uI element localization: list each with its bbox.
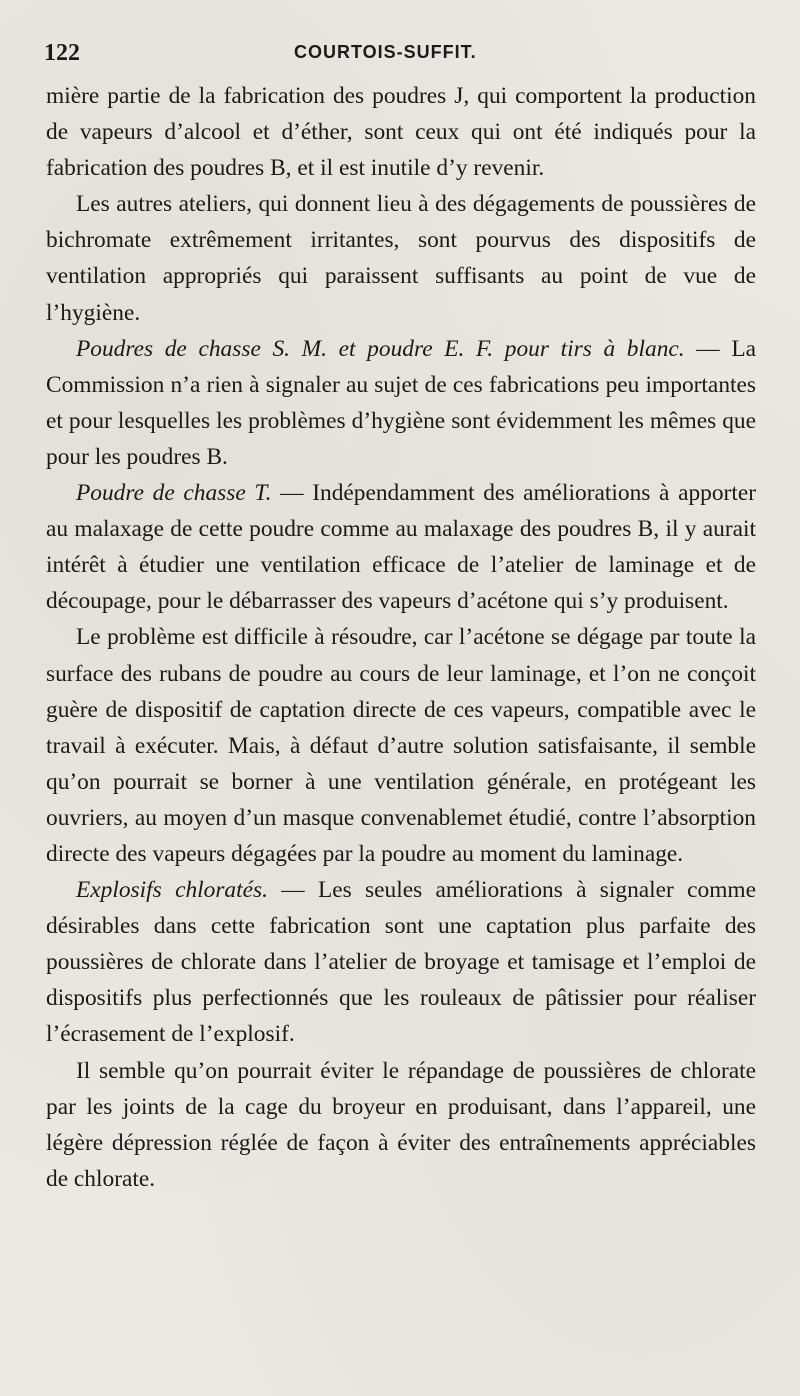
section-heading: Poudres de chasse S. M. et poudre E. F. pour tirs à blanc. <box>76 335 685 362</box>
body-text <box>46 78 756 1197</box>
paragraph-text: Le problème est difficile à résoudre, car l’acétone se dégage par toute la surface des rubans de poudre au cours de leur laminage, et l’on ne conçoit guère de dispositif de captation directe de ces vapeurs, compatible avec le travail à exécuter. Mais, à défaut d’autre solution satisfaisante, il semble qu’on pourrait se borner à une ventilation générale, en protégeant les ouvriers, au moyen d’un masque convenablemet étudié, contre l’absorption directe des vapeurs dégagées par la poudre au moment du laminage. <box>46 624 756 867</box>
paragraph-poudres-chasse-sm <box>46 331 756 475</box>
paragraph-text: — La Commission n’a rien à signaler au sujet de ces fabrications peu importantes et pour lesquelles les problèmes d’hygiène sont évidemment les mêmes que pour les poudres B. <box>46 335 756 470</box>
paragraph-text: Les autres ateliers, qui donnent lieu à des dégagements de poussières de bichromate extrêmement irritantes, sont pourvus des dispositifs de ventilation appropriés qui paraissent suffisants au point de vue de l’hygiène. <box>46 191 756 326</box>
paragraph-text: — Les seules améliorations à signaler comme désirables dans cette fabrication sont une captation plus parfaite des poussières de chlorate dans l’atelier de broyage et tamisage et l’emploi de dispositifs plus perfectionnés que les rouleaux de pâtissier pour réaliser l’écrasement de l’explosif. <box>46 877 756 1048</box>
paragraph-broyeur <box>46 1053 756 1197</box>
paragraph-text: Il semble qu’on pourrait éviter le répandage de poussières de chlorate par les joints de la cage du broyeur en produisant, dans l’appareil, une légère dépression réglée de façon à éviter des entraînements appréciables de chlorate. <box>46 1057 756 1192</box>
section-heading: Explosifs chloratés. <box>76 877 268 904</box>
running-title: COURTOIS-SUFFIT. <box>294 42 477 62</box>
paragraph-text: mière partie de la fabrication des poudres J, qui comportent la production de vapeurs d’alcool et d’éther, sont ceux qui ont été indiqués pour la fabrication des poudres B, et il est inutile d’y revenir. <box>46 83 756 182</box>
paragraph-poudre-chasse-t <box>46 475 756 619</box>
paragraph-explosifs-chlorates <box>46 872 756 1052</box>
paragraph-text: — Indépendamment des améliorations à apporter au malaxage de cette poudre comme au malaxage des poudres B, il y aurait intérêt à étudier une ventilation efficace de l’atelier de laminage et de découpage, pour le débarrasser des vapeurs d’acétone qui s’y produisent. <box>46 480 757 615</box>
page-number: 122 <box>44 40 80 66</box>
paragraph-continuation <box>46 78 756 186</box>
paragraph-probleme <box>46 619 756 872</box>
section-heading: Poudre de chasse T. <box>76 480 272 507</box>
page-header <box>44 34 754 74</box>
paragraph-ateliers <box>46 186 756 330</box>
